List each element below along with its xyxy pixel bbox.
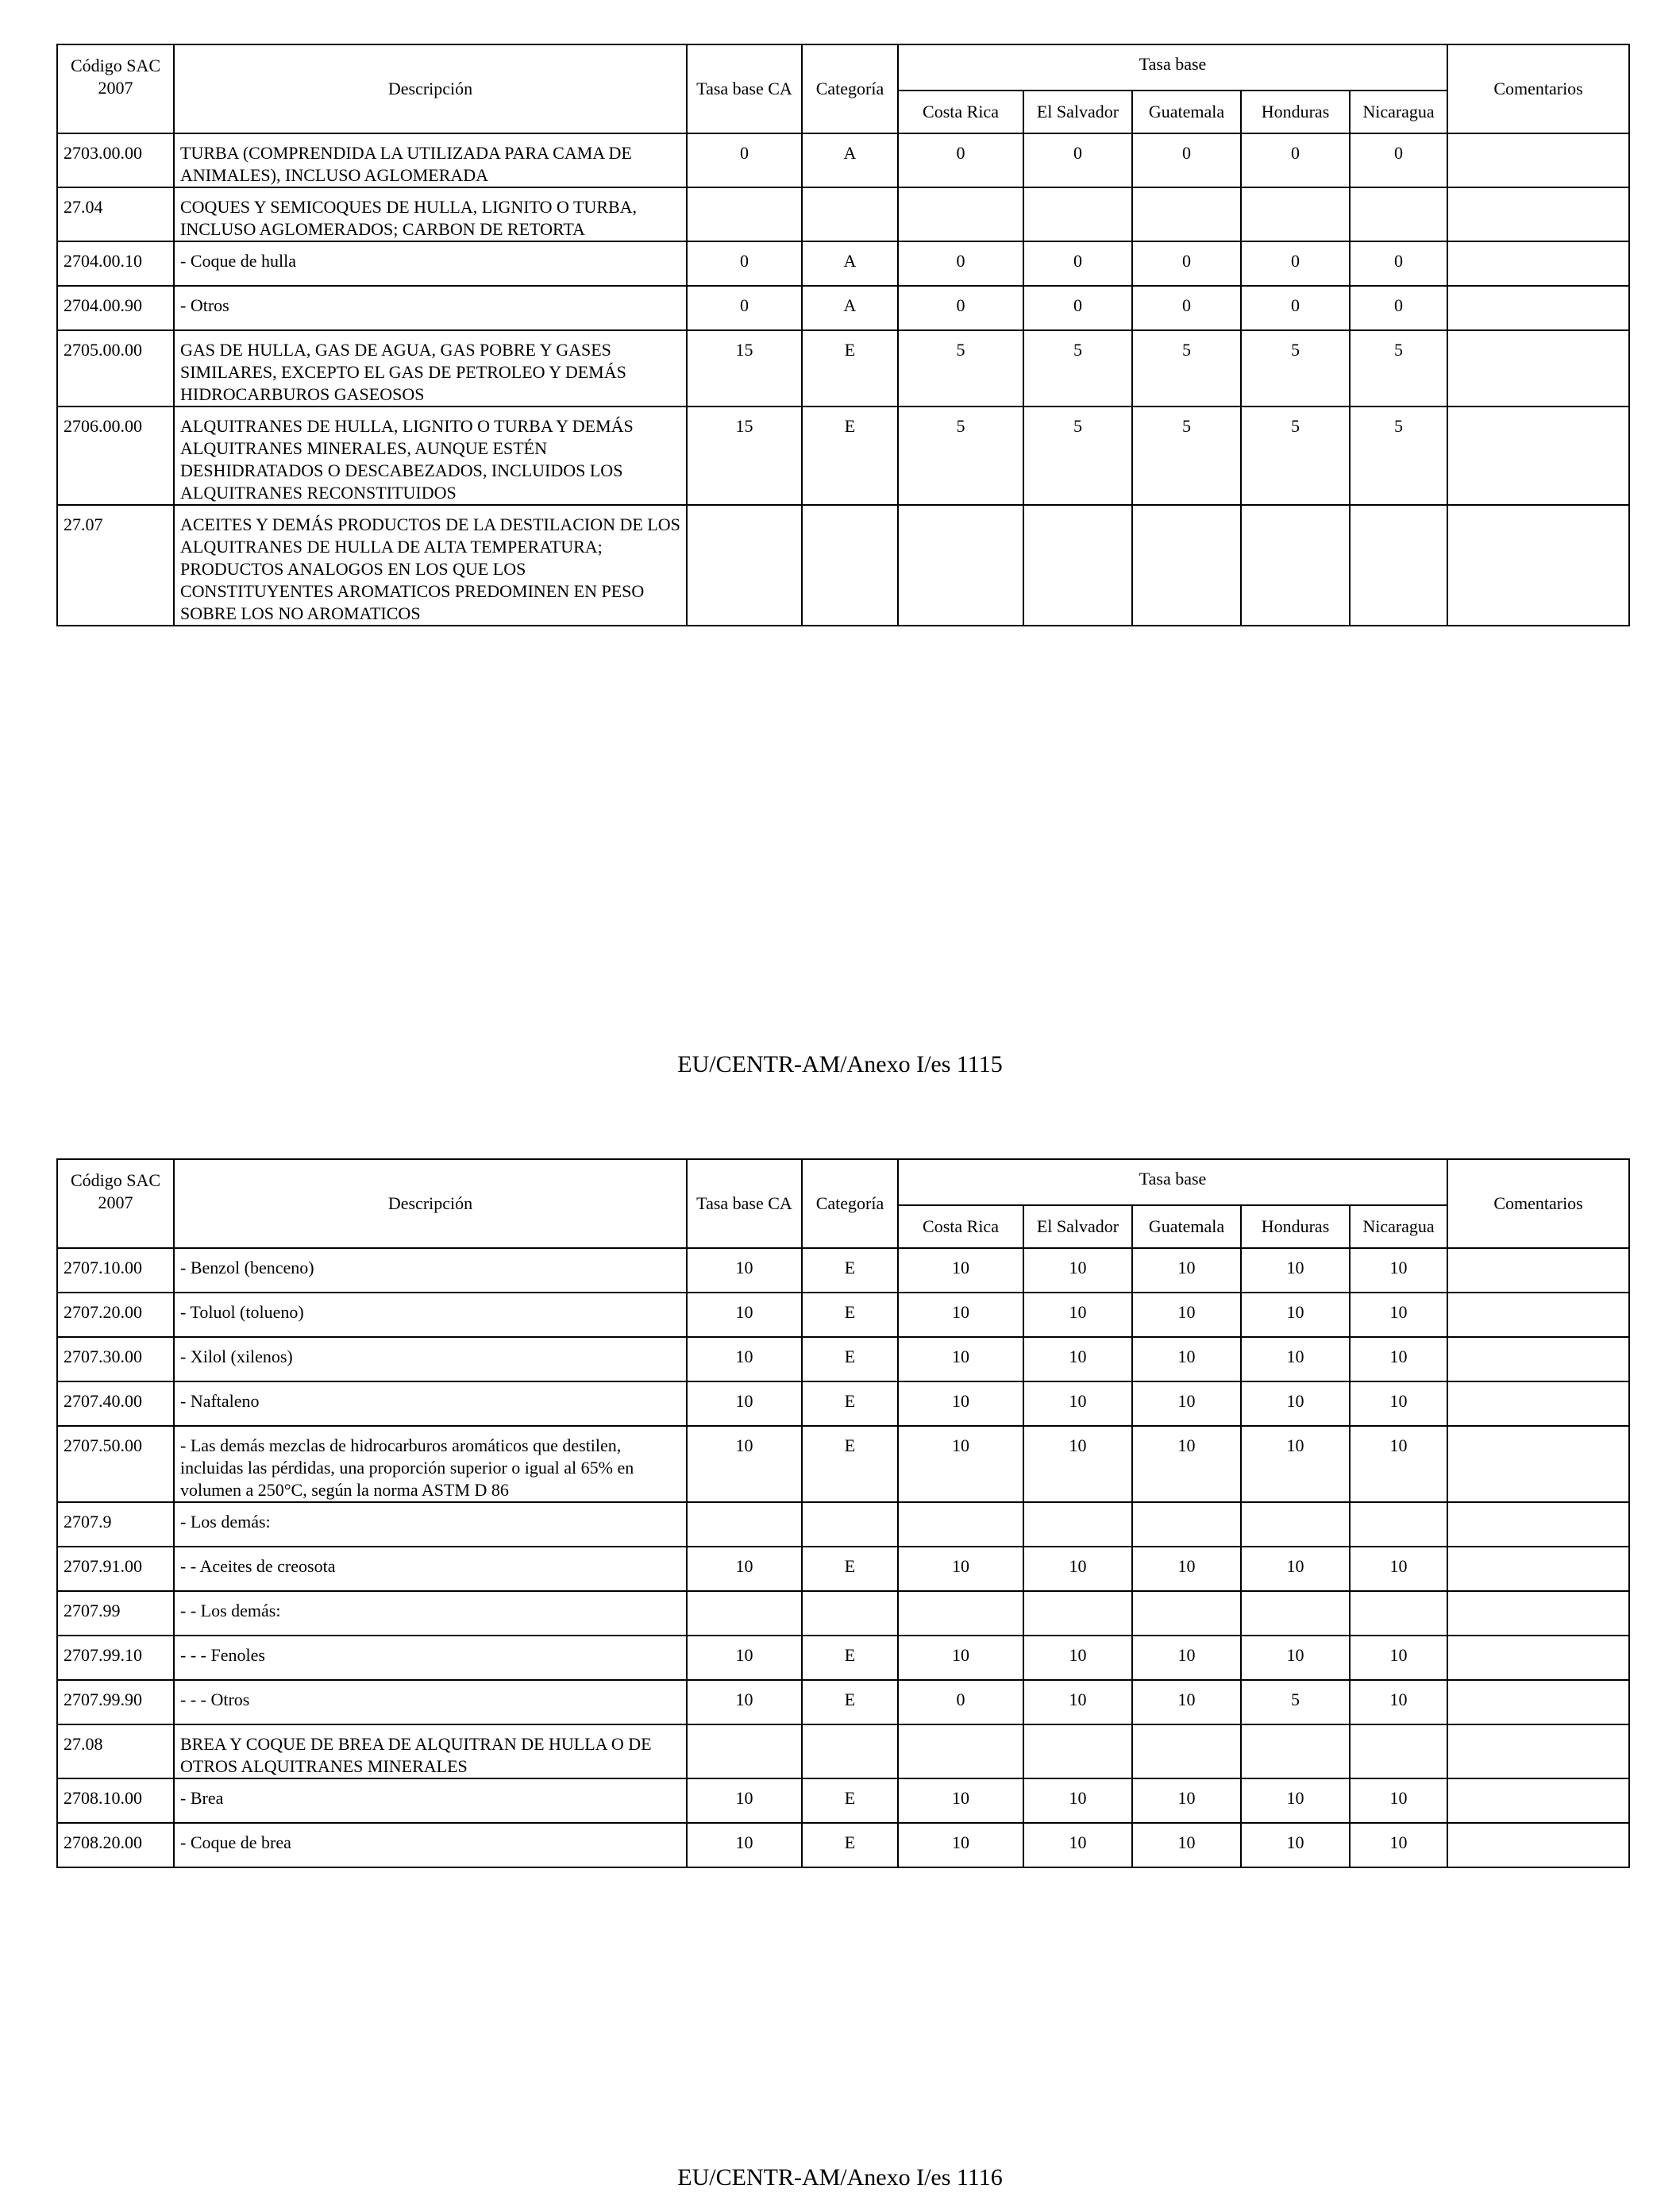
table-cell-comments [1447, 1248, 1629, 1293]
table-cell-guatemala: 10 [1132, 1680, 1241, 1724]
table-cell-honduras: 10 [1241, 1381, 1350, 1426]
table-cell-description: - Otros [174, 286, 687, 330]
table-cell-code: 2707.99.10 [57, 1636, 174, 1680]
table-row [57, 241, 1629, 286]
table-cell-guatemala [1132, 187, 1241, 241]
table-cell-code: 2707.20.00 [57, 1293, 174, 1337]
table-row [57, 505, 1629, 626]
header-base-rate: Tasa base [898, 44, 1447, 91]
table-cell-nicaragua: 10 [1350, 1337, 1447, 1381]
table-cell-description: - Coque de hulla [174, 241, 687, 286]
table-cell-honduras: 0 [1241, 241, 1350, 286]
table-cell-guatemala: 5 [1132, 407, 1241, 505]
table-cell-costa-rica: 0 [898, 1680, 1023, 1724]
table-cell-base-rate-ca: 10 [687, 1381, 802, 1426]
table-cell-base-rate-ca: 10 [687, 1823, 802, 1867]
header-country-el-salvador: El Salvador [1023, 1205, 1132, 1248]
table-cell-base-rate-ca [687, 1591, 802, 1636]
table-cell-category [802, 1591, 898, 1636]
table-cell-category: A [802, 241, 898, 286]
table-cell-el-salvador: 10 [1023, 1248, 1132, 1293]
header-country-nicaragua: Nicaragua [1350, 91, 1447, 133]
header-country-honduras: Honduras [1241, 91, 1350, 133]
table-cell-category: E [802, 1426, 898, 1502]
table-row [57, 1547, 1629, 1591]
table-cell-category: E [802, 407, 898, 505]
table-cell-description: ACEITES Y DEMÁS PRODUCTOS DE LA DESTILACION DE LOS ALQUITRANES DE HULLA DE ALTA TEMPERATURA; PRODUCTOS ANALOGOS EN LOS QUE LOS CONSTITUYENTES AROMATICOS PREDOMINEN EN PESO SOBRE LOS NO AROMATICOS [174, 505, 687, 626]
header-code: Código SAC 2007 [57, 1159, 174, 1248]
table-cell-costa-rica: 10 [898, 1778, 1023, 1823]
table-cell-nicaragua [1350, 1591, 1447, 1636]
table-cell-comments [1447, 133, 1629, 187]
tariff-table [56, 1158, 1630, 1868]
table-cell-category: E [802, 1337, 898, 1381]
header-country-costa-rica: Costa Rica [898, 1205, 1023, 1248]
table-cell-base-rate-ca [687, 1724, 802, 1778]
table-cell-description: - - Aceites de creosota [174, 1547, 687, 1591]
table-cell-el-salvador [1023, 505, 1132, 626]
table-cell-base-rate-ca: 15 [687, 407, 802, 505]
table-cell-base-rate-ca: 10 [687, 1547, 802, 1591]
table-row [57, 187, 1629, 241]
table-cell-base-rate-ca: 15 [687, 330, 802, 407]
table-cell-honduras: 10 [1241, 1248, 1350, 1293]
table-cell-description: - - Los demás: [174, 1591, 687, 1636]
table-cell-nicaragua: 0 [1350, 286, 1447, 330]
table-cell-nicaragua: 0 [1350, 133, 1447, 187]
table-cell-el-salvador [1023, 1724, 1132, 1778]
table-row [57, 1426, 1629, 1502]
table-cell-nicaragua: 10 [1350, 1426, 1447, 1502]
table-cell-category: E [802, 1547, 898, 1591]
header-description: Descripción [174, 44, 687, 133]
table-cell-description: - Brea [174, 1778, 687, 1823]
table-cell-code: 2707.99 [57, 1591, 174, 1636]
table-cell-costa-rica [898, 1591, 1023, 1636]
table-cell-code: 2707.99.90 [57, 1680, 174, 1724]
table-cell-guatemala: 5 [1132, 330, 1241, 407]
table-cell-el-salvador: 10 [1023, 1636, 1132, 1680]
table-row [57, 330, 1629, 407]
table-cell-base-rate-ca [687, 505, 802, 626]
table-cell-honduras: 10 [1241, 1337, 1350, 1381]
header-country-guatemala: Guatemala [1132, 1205, 1241, 1248]
table-cell-code: 27.08 [57, 1724, 174, 1778]
table-cell-description: - - - Otros [174, 1680, 687, 1724]
table-cell-nicaragua [1350, 505, 1447, 626]
table-header [57, 44, 1629, 133]
table-cell-costa-rica [898, 1502, 1023, 1547]
table-body [57, 133, 1629, 626]
table-cell-el-salvador [1023, 187, 1132, 241]
table-cell-base-rate-ca: 10 [687, 1248, 802, 1293]
table-cell-honduras [1241, 505, 1350, 626]
header-comments: Comentarios [1447, 1159, 1629, 1248]
table-cell-el-salvador: 0 [1023, 241, 1132, 286]
table-cell-comments [1447, 1636, 1629, 1680]
table-cell-comments [1447, 1381, 1629, 1426]
table-cell-guatemala: 10 [1132, 1381, 1241, 1426]
table-row [57, 1636, 1629, 1680]
table-cell-el-salvador: 10 [1023, 1778, 1132, 1823]
table-cell-description: - - - Fenoles [174, 1636, 687, 1680]
table-cell-costa-rica: 0 [898, 286, 1023, 330]
table-cell-guatemala: 10 [1132, 1636, 1241, 1680]
table-row [57, 1293, 1629, 1337]
table-cell-el-salvador [1023, 1502, 1132, 1547]
table-cell-base-rate-ca: 0 [687, 286, 802, 330]
table-cell-code: 2707.40.00 [57, 1381, 174, 1426]
table-cell-guatemala: 10 [1132, 1248, 1241, 1293]
table-cell-category [802, 187, 898, 241]
table-cell-guatemala: 10 [1132, 1823, 1241, 1867]
table-cell-base-rate-ca [687, 1502, 802, 1547]
table-cell-guatemala: 10 [1132, 1337, 1241, 1381]
table-cell-code: 2707.30.00 [57, 1337, 174, 1381]
table-cell-nicaragua: 5 [1350, 330, 1447, 407]
table-cell-costa-rica: 0 [898, 241, 1023, 286]
table-cell-comments [1447, 1778, 1629, 1823]
table-cell-costa-rica: 5 [898, 407, 1023, 505]
table-cell-description: - Los demás: [174, 1502, 687, 1547]
table-cell-el-salvador: 10 [1023, 1337, 1132, 1381]
table-cell-comments [1447, 1502, 1629, 1547]
table-cell-code: 27.07 [57, 505, 174, 626]
table-cell-costa-rica: 10 [898, 1293, 1023, 1337]
table-row [57, 1591, 1629, 1636]
table-row [57, 1381, 1629, 1426]
header-country-nicaragua: Nicaragua [1350, 1205, 1447, 1248]
table-cell-honduras: 0 [1241, 133, 1350, 187]
table-cell-costa-rica: 10 [898, 1636, 1023, 1680]
table-cell-el-salvador [1023, 1591, 1132, 1636]
table-cell-base-rate-ca: 10 [687, 1337, 802, 1381]
table-cell-honduras: 10 [1241, 1293, 1350, 1337]
table-cell-description: - Xilol (xilenos) [174, 1337, 687, 1381]
table-cell-honduras: 10 [1241, 1426, 1350, 1502]
table-cell-guatemala: 10 [1132, 1293, 1241, 1337]
table-cell-comments [1447, 407, 1629, 505]
table-cell-comments [1447, 505, 1629, 626]
table-cell-el-salvador: 10 [1023, 1293, 1132, 1337]
table-row [57, 1680, 1629, 1724]
table-cell-costa-rica: 5 [898, 330, 1023, 407]
table-cell-costa-rica [898, 1724, 1023, 1778]
table-cell-costa-rica [898, 187, 1023, 241]
table-cell-code: 2705.00.00 [57, 330, 174, 407]
table-cell-nicaragua [1350, 1724, 1447, 1778]
table-cell-honduras: 0 [1241, 286, 1350, 330]
table-cell-category [802, 1502, 898, 1547]
table-cell-nicaragua [1350, 1502, 1447, 1547]
table-cell-code: 2704.00.90 [57, 286, 174, 330]
table-body [57, 1248, 1629, 1867]
table-cell-code: 2707.10.00 [57, 1248, 174, 1293]
table-cell-nicaragua: 10 [1350, 1823, 1447, 1867]
table-cell-comments [1447, 286, 1629, 330]
table-cell-description: COQUES Y SEMICOQUES DE HULLA, LIGNITO O TURBA, INCLUSO AGLOMERADOS; CARBON DE RETORTA [174, 187, 687, 241]
table-cell-guatemala [1132, 1502, 1241, 1547]
page-footer: EU/CENTR-AM/Anexo I/es 1116 [677, 2164, 1003, 2191]
table-cell-honduras: 5 [1241, 407, 1350, 505]
table-cell-comments [1447, 1591, 1629, 1636]
table-row [57, 1248, 1629, 1293]
table-cell-comments [1447, 187, 1629, 241]
table-cell-el-salvador: 5 [1023, 407, 1132, 505]
table-cell-honduras [1241, 1591, 1350, 1636]
table-row [57, 1502, 1629, 1547]
table-cell-honduras: 5 [1241, 1680, 1350, 1724]
table-cell-guatemala [1132, 1591, 1241, 1636]
header-category: Categoría [802, 1159, 898, 1248]
table-cell-code: 27.04 [57, 187, 174, 241]
header-base-rate: Tasa base [898, 1159, 1447, 1205]
table-cell-guatemala: 0 [1132, 286, 1241, 330]
header-base-rate-ca: Tasa base CA [687, 1159, 802, 1248]
table-cell-description: TURBA (COMPRENDIDA LA UTILIZADA PARA CAMA DE ANIMALES), INCLUSO AGLOMERADA [174, 133, 687, 187]
table-cell-costa-rica: 10 [898, 1337, 1023, 1381]
table-cell-el-salvador: 10 [1023, 1547, 1132, 1591]
table-cell-nicaragua: 5 [1350, 407, 1447, 505]
table-cell-comments [1447, 1293, 1629, 1337]
table-cell-base-rate-ca [687, 187, 802, 241]
table-cell-category: A [802, 133, 898, 187]
table-row [57, 133, 1629, 187]
table-cell-category: E [802, 1381, 898, 1426]
table-cell-costa-rica: 10 [898, 1547, 1023, 1591]
header-country-el-salvador: El Salvador [1023, 91, 1132, 133]
table-cell-guatemala: 10 [1132, 1547, 1241, 1591]
table-cell-costa-rica: 10 [898, 1823, 1023, 1867]
table-cell-category: E [802, 1636, 898, 1680]
table-row [57, 1823, 1629, 1867]
table-cell-description: - Toluol (tolueno) [174, 1293, 687, 1337]
table-cell-nicaragua: 10 [1350, 1547, 1447, 1591]
header-country-costa-rica: Costa Rica [898, 91, 1023, 133]
table-cell-category: E [802, 330, 898, 407]
table-cell-nicaragua: 10 [1350, 1381, 1447, 1426]
table-cell-el-salvador: 10 [1023, 1381, 1132, 1426]
table-cell-el-salvador: 5 [1023, 330, 1132, 407]
table-cell-el-salvador: 10 [1023, 1426, 1132, 1502]
table-cell-costa-rica: 10 [898, 1248, 1023, 1293]
table-cell-base-rate-ca: 0 [687, 133, 802, 187]
table-cell-comments [1447, 1337, 1629, 1381]
table-cell-description: - Coque de brea [174, 1823, 687, 1867]
table-cell-guatemala: 0 [1132, 241, 1241, 286]
table-cell-category: E [802, 1680, 898, 1724]
table-cell-costa-rica: 0 [898, 133, 1023, 187]
table-row [57, 1337, 1629, 1381]
table-cell-base-rate-ca: 10 [687, 1426, 802, 1502]
table-cell-description: - Las demás mezclas de hidrocarburos aromáticos que destilen, incluidas las pérdidas, una proporción superior o igual al 65% en volumen a 250°C, según la norma ASTM D 86 [174, 1426, 687, 1502]
header-country-guatemala: Guatemala [1132, 91, 1241, 133]
table-cell-guatemala [1132, 1724, 1241, 1778]
table-cell-guatemala [1132, 505, 1241, 626]
table-cell-code: 2708.20.00 [57, 1823, 174, 1867]
table-cell-el-salvador: 10 [1023, 1823, 1132, 1867]
table-cell-nicaragua [1350, 187, 1447, 241]
table-cell-code: 2703.00.00 [57, 133, 174, 187]
table-cell-code: 2707.91.00 [57, 1547, 174, 1591]
header-country-honduras: Honduras [1241, 1205, 1350, 1248]
table-cell-comments [1447, 1426, 1629, 1502]
table-cell-nicaragua: 10 [1350, 1636, 1447, 1680]
table-cell-comments [1447, 1823, 1629, 1867]
header-code: Código SAC 2007 [57, 44, 174, 133]
table-cell-description: - Naftaleno [174, 1381, 687, 1426]
table-cell-nicaragua: 10 [1350, 1778, 1447, 1823]
table-row [57, 286, 1629, 330]
table-cell-category: E [802, 1778, 898, 1823]
table-cell-description: ALQUITRANES DE HULLA, LIGNITO O TURBA Y DEMÁS ALQUITRANES MINERALES, AUNQUE ESTÉN DESHIDRATADOS O DESCABEZADOS, INCLUIDOS LOS ALQUITRANES RECONSTITUIDOS [174, 407, 687, 505]
table-row [57, 1778, 1629, 1823]
table-cell-description: BREA Y COQUE DE BREA DE ALQUITRAN DE HULLA O DE OTROS ALQUITRANES MINERALES [174, 1724, 687, 1778]
table-cell-base-rate-ca: 10 [687, 1636, 802, 1680]
table-cell-nicaragua: 10 [1350, 1680, 1447, 1724]
table-cell-base-rate-ca: 10 [687, 1680, 802, 1724]
table-row [57, 1724, 1629, 1778]
table-cell-code: 2708.10.00 [57, 1778, 174, 1823]
table-cell-category: E [802, 1293, 898, 1337]
table-cell-comments [1447, 1547, 1629, 1591]
table-cell-category: E [802, 1248, 898, 1293]
table-cell-honduras: 5 [1241, 330, 1350, 407]
table-cell-guatemala: 0 [1132, 133, 1241, 187]
table-cell-comments [1447, 1680, 1629, 1724]
table-cell-code: 2707.50.00 [57, 1426, 174, 1502]
table-row [57, 407, 1629, 505]
table-cell-honduras: 10 [1241, 1547, 1350, 1591]
table-cell-costa-rica: 10 [898, 1426, 1023, 1502]
header-base-rate-ca: Tasa base CA [687, 44, 802, 133]
table-cell-description: GAS DE HULLA, GAS DE AGUA, GAS POBRE Y GASES SIMILARES, EXCEPTO EL GAS DE PETROLEO Y DEMÁS HIDROCARBUROS GASEOSOS [174, 330, 687, 407]
page-footer: EU/CENTR-AM/Anexo I/es 1115 [677, 1051, 1003, 1077]
table-cell-code: 2707.9 [57, 1502, 174, 1547]
table-cell-honduras [1241, 187, 1350, 241]
table-cell-category [802, 505, 898, 626]
table-cell-honduras [1241, 1724, 1350, 1778]
table-cell-base-rate-ca: 0 [687, 241, 802, 286]
tariff-table [56, 44, 1630, 626]
table-cell-guatemala: 10 [1132, 1426, 1241, 1502]
table-cell-el-salvador: 10 [1023, 1680, 1132, 1724]
table-cell-code: 2706.00.00 [57, 407, 174, 505]
table-cell-nicaragua: 10 [1350, 1248, 1447, 1293]
table-cell-honduras [1241, 1502, 1350, 1547]
table-cell-base-rate-ca: 10 [687, 1778, 802, 1823]
table-cell-honduras: 10 [1241, 1636, 1350, 1680]
table-cell-comments [1447, 241, 1629, 286]
table-cell-description: - Benzol (benceno) [174, 1248, 687, 1293]
table-cell-costa-rica: 10 [898, 1381, 1023, 1426]
table-cell-el-salvador: 0 [1023, 133, 1132, 187]
table-cell-comments [1447, 1724, 1629, 1778]
table-cell-comments [1447, 330, 1629, 407]
table-cell-costa-rica [898, 505, 1023, 626]
table-cell-nicaragua: 10 [1350, 1293, 1447, 1337]
table-cell-honduras: 10 [1241, 1823, 1350, 1867]
table-cell-base-rate-ca: 10 [687, 1293, 802, 1337]
table-cell-category: E [802, 1823, 898, 1867]
table-cell-code: 2704.00.10 [57, 241, 174, 286]
table-cell-el-salvador: 0 [1023, 286, 1132, 330]
table-cell-guatemala: 10 [1132, 1778, 1241, 1823]
table-cell-honduras: 10 [1241, 1778, 1350, 1823]
header-description: Descripción [174, 1159, 687, 1248]
table-header [57, 1159, 1629, 1248]
table-cell-category: A [802, 286, 898, 330]
header-category: Categoría [802, 44, 898, 133]
table-cell-category [802, 1724, 898, 1778]
table-cell-nicaragua: 0 [1350, 241, 1447, 286]
header-comments: Comentarios [1447, 44, 1629, 133]
